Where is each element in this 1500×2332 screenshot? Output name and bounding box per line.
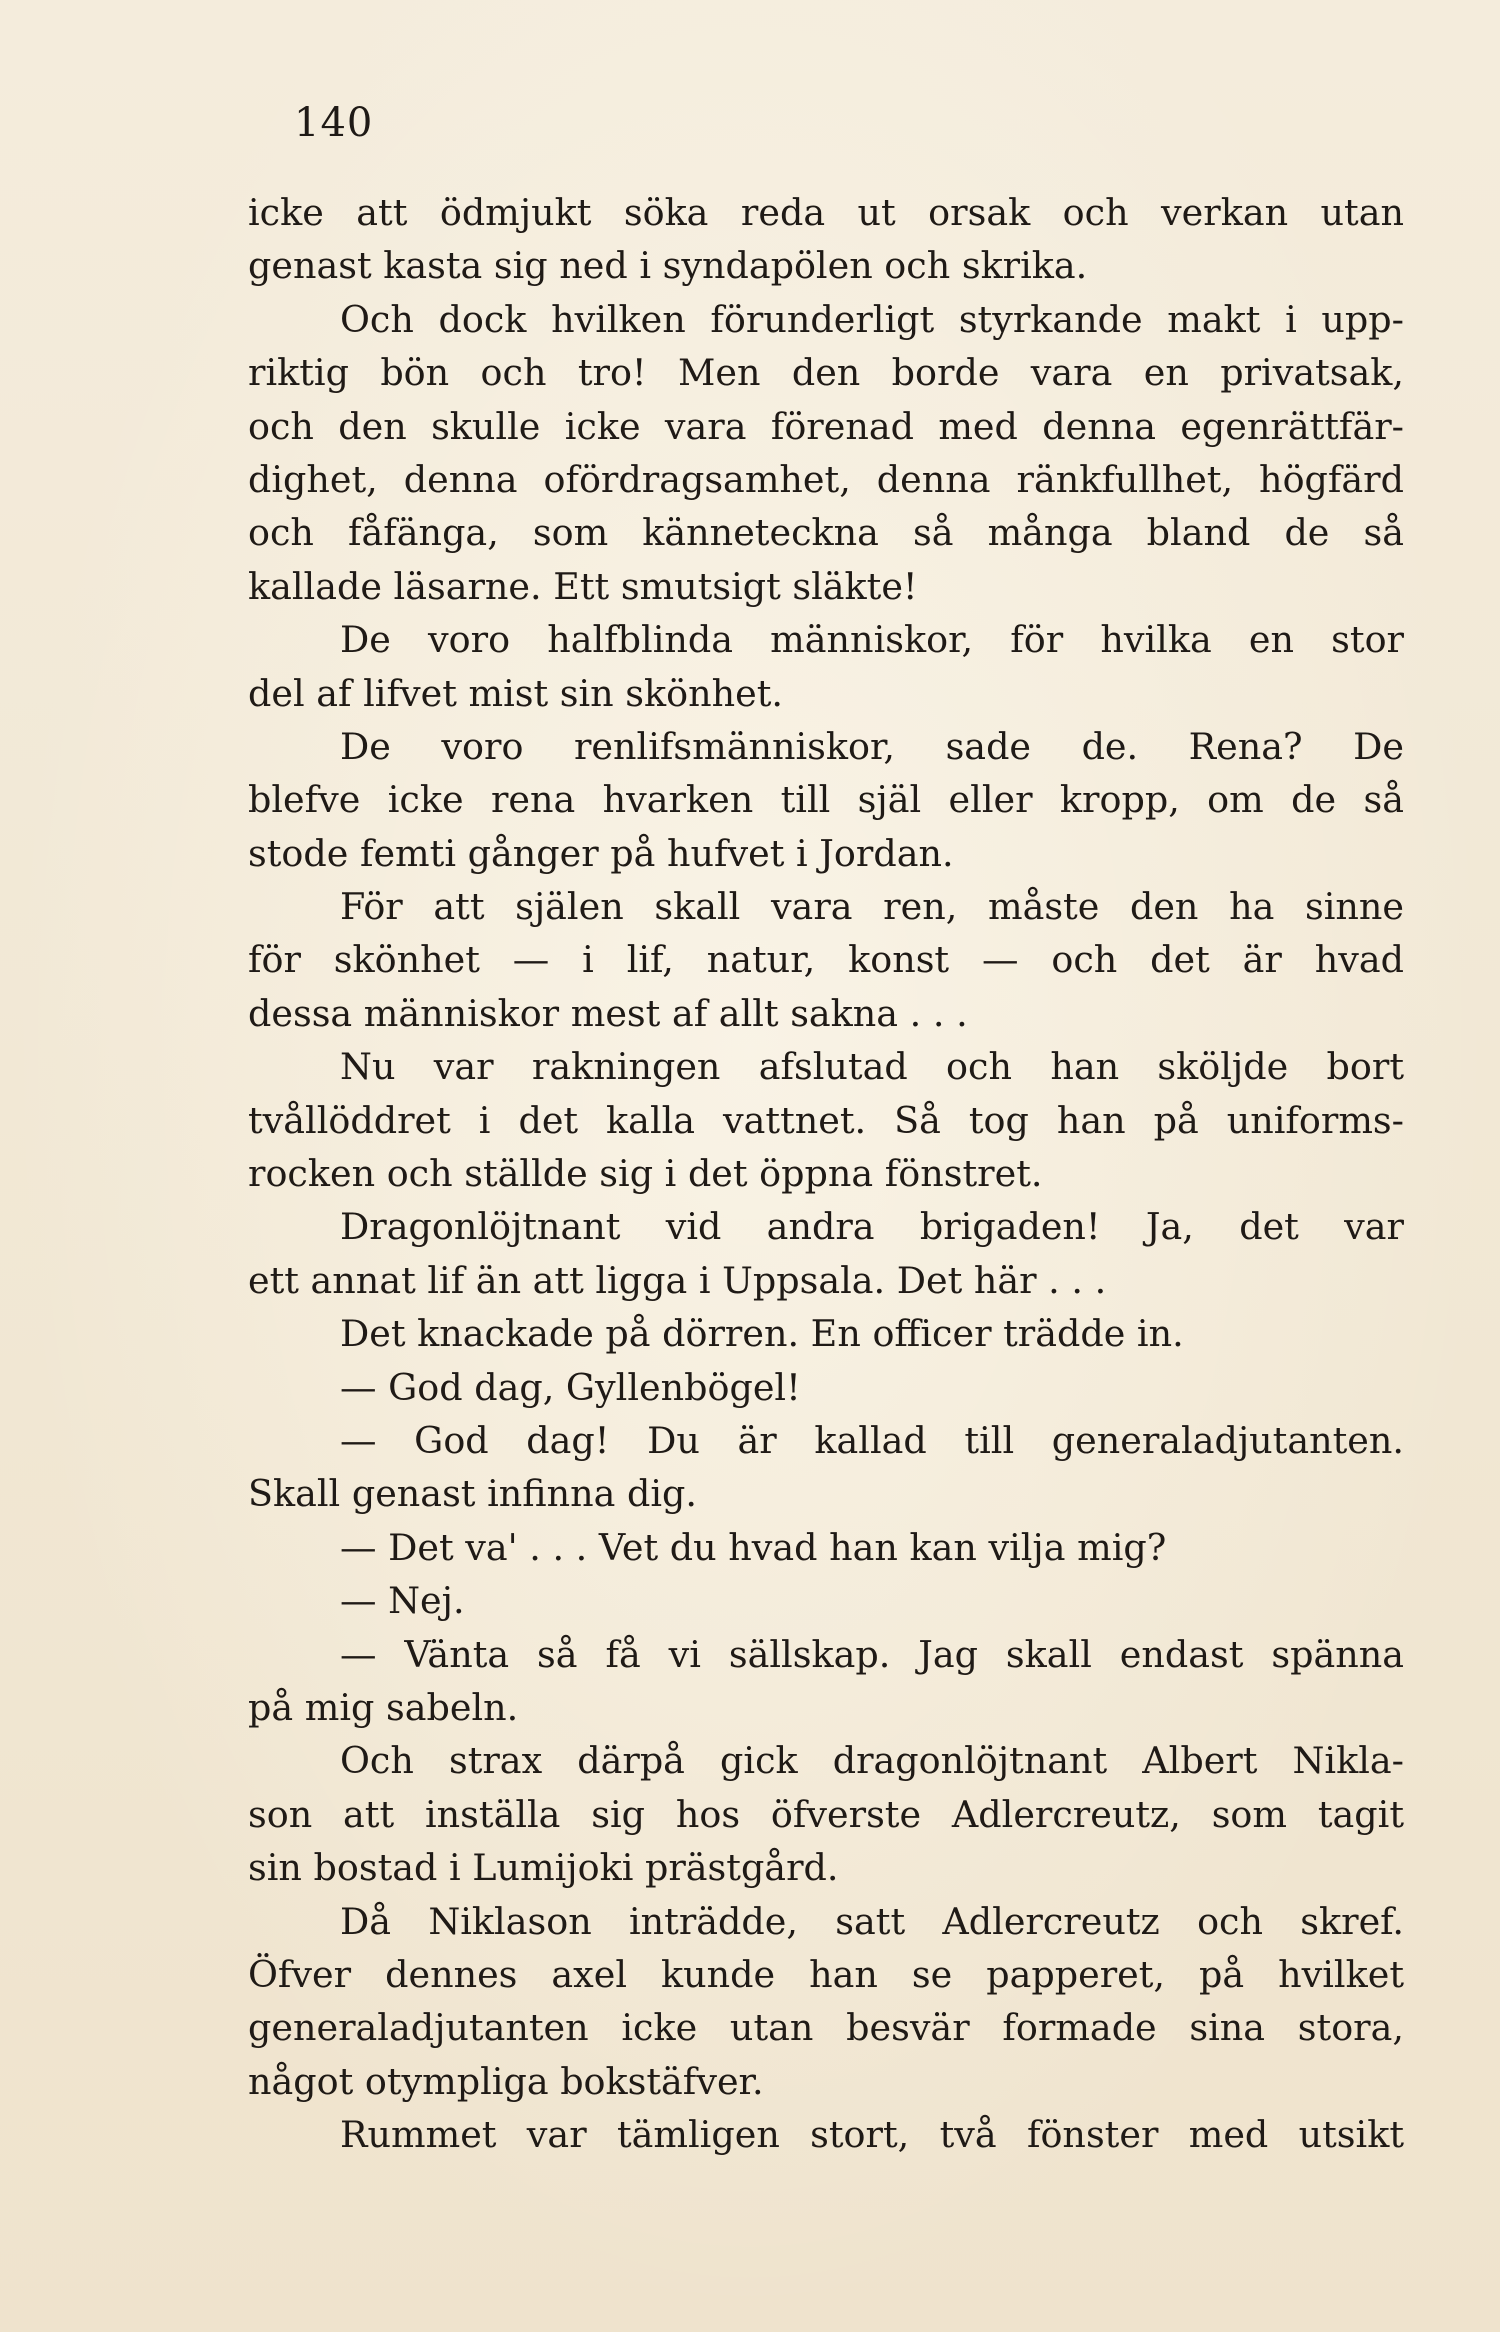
text-line: blefve icke rena hvarken till själ eller kropp, om de så: [248, 778, 1404, 822]
text-line: Och strax därpå gick dragonlöjtnant Albert Nikla-: [340, 1739, 1404, 1783]
body-text: [248, 186, 1404, 2161]
text-line: De voro renlifsmänniskor, sade de. Rena? De: [340, 724, 1404, 768]
text-line: icke att ödmjukt söka reda ut orsak och verkan utan: [248, 191, 1404, 234]
text-line: Det knackade på dörren. En officer trädde in.: [340, 1312, 1184, 1356]
text-line: sin bostad i Lumijoki prästgård.: [248, 1846, 839, 1890]
text-line: något otympliga bokstäfver.: [248, 2059, 764, 2103]
text-line: Skall genast infinna dig.: [248, 1472, 697, 1516]
text-line: — God dag, Gyllenbögel!: [340, 1365, 801, 1409]
text-line: Dragonlöjtnant vid andra brigaden! Ja, det var: [340, 1205, 1404, 1249]
text-line: tvållöddret i det kalla vattnet. Så tog han på uniforms-: [248, 1098, 1404, 1142]
text-line: Då Niklason inträdde, satt Adlercreutz och skref.: [340, 1899, 1404, 1943]
text-line: De voro halfblinda människor, för hvilka en stor: [340, 618, 1404, 662]
text-line: Nu var rakningen afslutad och han sköljde bort: [340, 1045, 1404, 1089]
text-line: och fåfänga, som känneteckna så många bland de så: [248, 511, 1404, 555]
text-line: del af lifvet mist sin skönhet.: [248, 671, 783, 715]
text-line: För att själen skall vara ren, måste den ha sinne: [340, 885, 1404, 929]
text-line: ett annat lif än att ligga i Uppsala. Det här . . .: [248, 1258, 1107, 1302]
text-line: Och dock hvilken förunderligt styrkande makt i upp-: [340, 297, 1404, 341]
text-line: och den skulle icke vara förenad med denna egenrättfär-: [248, 404, 1404, 448]
text-line: — Det va' . . . Vet du hvad han kan vilja mig?: [340, 1525, 1167, 1569]
text-line: för skönhet — i lif, natur, konst — och det är hvad: [248, 938, 1404, 982]
page-number: 140: [294, 100, 374, 146]
text-line: dessa människor mest af allt sakna . . .: [248, 991, 968, 1035]
text-line: — Nej.: [340, 1579, 465, 1623]
text-line: — Vänta så få vi sällskap. Jag skall endast spänna: [340, 1632, 1404, 1676]
text-line: kallade läsarne. Ett smutsigt släkte!: [248, 564, 918, 608]
text-line: dighet, denna ofördragsamhet, denna ränkfullhet, högfärd: [248, 457, 1404, 501]
text-line: genast kasta sig ned i syndapölen och skrika.: [248, 244, 1088, 288]
text-line: generaladjutanten icke utan besvär formade sina stora,: [248, 2006, 1404, 2050]
text-line: riktig bön och tro! Men den borde vara en privatsak,: [248, 351, 1404, 395]
text-line: Rummet var tämligen stort, två fönster med utsikt: [340, 2113, 1404, 2157]
text-line: rocken och ställde sig i det öppna fönstret.: [248, 1152, 1043, 1196]
text-line: — God dag! Du är kallad till generaladjutanten.: [340, 1418, 1404, 1462]
text-line: stode femti gånger på hufvet i Jordan.: [248, 831, 954, 875]
text-line: på mig sabeln.: [248, 1685, 519, 1729]
text-line: son att inställa sig hos öfverste Adlercreutz, som tagit: [248, 1792, 1404, 1836]
text-line: Öfver dennes axel kunde han se papperet, på hvilket: [248, 1952, 1404, 1996]
